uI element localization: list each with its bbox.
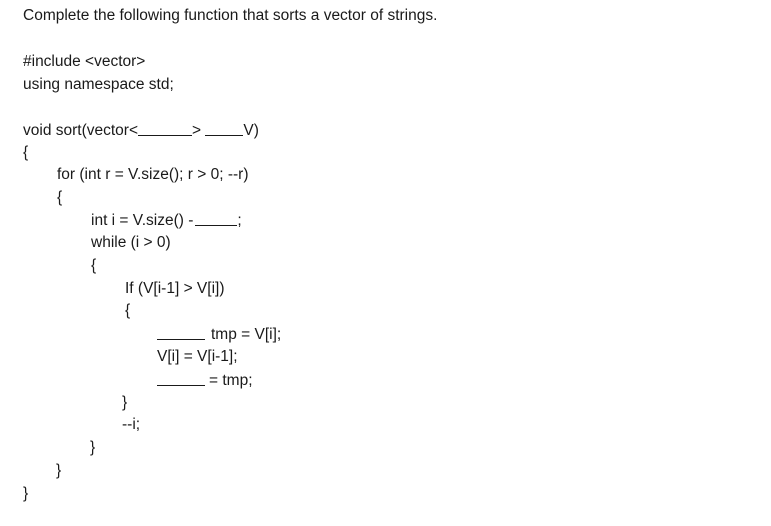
assign-end: = tmp; xyxy=(209,372,253,389)
tmp-declaration-end: tmp = V[i]; xyxy=(211,326,282,343)
include-line: #include <vector> xyxy=(23,53,146,70)
int-i-start: int i = V.size() - xyxy=(91,212,194,229)
signature-start: void sort(vector< xyxy=(23,122,139,139)
brace-close-for: } xyxy=(56,462,62,479)
blank-offset xyxy=(195,210,237,226)
brace-open-outer: { xyxy=(23,144,29,161)
assign-line xyxy=(157,370,253,391)
tmp-declaration-line xyxy=(157,324,281,345)
for-line: for (int r = V.size(); r > 0; --r) xyxy=(57,166,249,183)
brace-close-if: } xyxy=(122,394,128,411)
if-line: If (V[i-1] > V[i]) xyxy=(125,280,225,297)
blank-tmp-type xyxy=(157,324,205,340)
blank-template-type xyxy=(138,120,192,136)
blank-assign-target xyxy=(157,370,205,386)
signature-mid: > xyxy=(192,122,202,139)
blank-parameter-type xyxy=(205,120,243,136)
using-line: using namespace std; xyxy=(23,76,174,93)
decrement-line: --i; xyxy=(122,416,141,433)
signature-end: V) xyxy=(243,122,259,139)
swap-line: V[i] = V[i-1]; xyxy=(157,348,238,365)
brace-close-outer: } xyxy=(23,485,29,502)
function-signature xyxy=(23,120,259,141)
brace-open-while: { xyxy=(91,257,97,274)
brace-open-for: { xyxy=(57,189,63,206)
brace-close-while: } xyxy=(90,439,96,456)
brace-open-if: { xyxy=(125,302,131,319)
question-text: Complete the following function that sorts a vector of strings. xyxy=(23,7,438,24)
int-i-end: ; xyxy=(237,212,242,229)
while-line: while (i > 0) xyxy=(91,234,171,251)
int-i-line xyxy=(91,210,242,231)
